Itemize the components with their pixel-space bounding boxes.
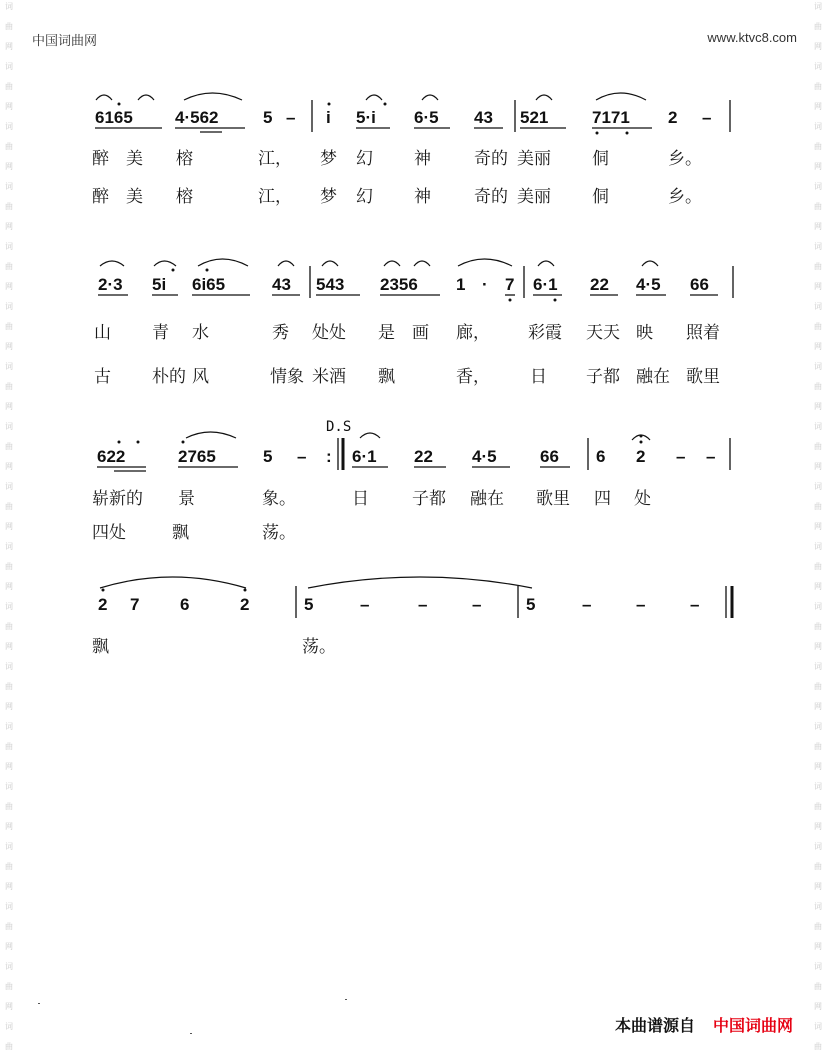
watermark-glyph: 词 — [5, 902, 13, 911]
note-group: 22 — [414, 447, 433, 466]
watermark-glyph: 词 — [5, 422, 13, 431]
note: 5 — [263, 447, 273, 466]
watermark-glyph: 网 — [814, 402, 822, 411]
watermark-glyph: 曲 — [814, 382, 822, 391]
watermark-glyph: 曲 — [814, 862, 822, 871]
system-2 — [94, 259, 733, 387]
octave-dot — [137, 441, 140, 444]
watermark-glyph: 网 — [5, 402, 13, 411]
lyric: 崭新的 — [92, 489, 143, 509]
lyric: 江， — [258, 149, 292, 169]
octave-dot — [102, 589, 105, 592]
watermark-glyph: 网 — [5, 522, 13, 531]
watermark-glyph: 曲 — [5, 82, 13, 91]
footer-site-link[interactable]: 中国词曲网 — [712, 1018, 793, 1035]
dash: – — [286, 108, 296, 127]
watermark-glyph: 词 — [5, 62, 13, 71]
lyric: 子都 — [412, 489, 446, 509]
watermark-glyph: 网 — [5, 462, 13, 471]
dash: – — [690, 595, 700, 614]
lyric: 景 — [178, 489, 195, 509]
note: 5 — [263, 108, 273, 127]
note: 5 — [304, 595, 314, 614]
watermark-glyph: 词 — [814, 902, 822, 911]
watermark-glyph: 词 — [5, 362, 13, 371]
lyric: 子都 — [586, 367, 620, 387]
lyric: 醉 — [92, 149, 109, 169]
lyric: 照着 — [686, 323, 720, 343]
note-group: 66 — [540, 447, 559, 466]
watermark-glyph: 网 — [814, 582, 822, 591]
system-1 — [92, 93, 730, 207]
octave-dot — [384, 103, 387, 106]
slur — [414, 261, 430, 266]
watermark-glyph: 曲 — [814, 802, 822, 811]
lyric: 美 — [126, 149, 143, 169]
lyric: 古 — [94, 367, 111, 387]
lyric: 朴的 — [152, 367, 186, 387]
lyric: 乡。 — [668, 187, 702, 207]
lyric: 象。 — [262, 489, 296, 509]
lyric: 奇的 — [474, 187, 508, 207]
lyric: 幻 — [356, 187, 373, 207]
lyric: 山 — [94, 323, 111, 343]
slur — [322, 261, 338, 266]
watermark-glyph: 曲 — [5, 502, 13, 511]
repeat-colon: : — [326, 447, 332, 466]
lyric: 飘 — [92, 637, 109, 657]
lyric: 歌里 — [536, 489, 570, 509]
watermark-glyph: 网 — [814, 162, 822, 171]
slur — [596, 93, 646, 100]
note-group: 2356 — [380, 275, 418, 294]
note-group: 22 — [590, 275, 609, 294]
watermark-glyph: 词 — [814, 1022, 822, 1031]
lyric: 美丽 — [517, 187, 551, 207]
slur — [458, 259, 512, 266]
lyric: 侗 — [592, 149, 609, 169]
slur — [186, 432, 236, 438]
watermark-glyph: 曲 — [814, 982, 822, 991]
dash: – — [297, 447, 307, 466]
lyric: 幻 — [356, 149, 373, 169]
watermark-glyph: 词 — [5, 482, 13, 491]
slur — [308, 577, 532, 588]
watermark-glyph: 词 — [5, 722, 13, 731]
watermark-glyph: 网 — [5, 282, 13, 291]
watermark-glyph: 词 — [5, 122, 13, 131]
watermark-glyph: 网 — [5, 162, 13, 171]
watermark-glyph: 网 — [5, 702, 13, 711]
watermark-glyph: 曲 — [5, 442, 13, 451]
watermark-glyph: 曲 — [5, 982, 13, 991]
watermark-glyph: 词 — [814, 362, 822, 371]
watermark-glyph: 词 — [814, 122, 822, 131]
lyric: 江， — [258, 187, 292, 207]
watermark-glyph: 曲 — [814, 502, 822, 511]
lyric: 是 — [378, 323, 395, 343]
watermark-glyph: 网 — [814, 822, 822, 831]
watermark-glyph: 词 — [5, 602, 13, 611]
scan-speck — [345, 999, 347, 1000]
header-site-url: www.ktvc8.com — [707, 30, 797, 45]
watermark-glyph: 词 — [814, 182, 822, 191]
slur — [384, 261, 400, 266]
lyric: 四处 — [92, 523, 126, 543]
watermark-glyph: 曲 — [814, 682, 822, 691]
watermark-glyph: 网 — [814, 942, 822, 951]
dash: – — [702, 108, 712, 127]
watermark-glyph: 网 — [814, 702, 822, 711]
watermark-glyph: 网 — [5, 102, 13, 111]
slur — [154, 261, 176, 266]
note-group: 6i65 — [192, 275, 226, 294]
lyric: 四 — [594, 489, 611, 509]
octave-dot — [328, 103, 331, 106]
watermark-glyph: 网 — [5, 582, 13, 591]
note-group: 6·5 — [414, 108, 439, 127]
lyric: 醉 — [92, 187, 109, 207]
octave-dot — [626, 132, 629, 135]
note-group: 7171 — [592, 108, 630, 127]
watermark-glyph: 网 — [5, 1002, 13, 1011]
note-group: 66 — [690, 275, 709, 294]
octave-dot — [118, 103, 121, 106]
dash: – — [706, 447, 716, 466]
watermark-glyph: 网 — [814, 522, 822, 531]
watermark-glyph: 词 — [5, 182, 13, 191]
lyric: 秀 — [272, 323, 289, 343]
watermark-glyph: 词 — [814, 962, 822, 971]
note-group: 4·5 — [636, 275, 661, 294]
dash: – — [676, 447, 686, 466]
lyric: 荡。 — [302, 637, 336, 657]
lyric: 映 — [636, 323, 653, 343]
note: 1 — [456, 275, 466, 294]
lyric: 融在 — [470, 489, 504, 509]
watermark-glyph: 网 — [814, 462, 822, 471]
note: 2 — [636, 447, 646, 466]
watermark-glyph: 词 — [5, 782, 13, 791]
watermark-glyph: 词 — [814, 242, 822, 251]
octave-dot — [509, 299, 512, 302]
note-group: 5·i — [356, 108, 376, 127]
watermark-glyph: 网 — [814, 882, 822, 891]
watermark-glyph: 曲 — [814, 622, 822, 631]
watermark-glyph: 曲 — [5, 622, 13, 631]
watermark-glyph: 词 — [814, 2, 822, 11]
watermark-glyph: 词 — [814, 302, 822, 311]
watermark-glyph: 曲 — [814, 562, 822, 571]
lyric: 情象 — [270, 367, 304, 387]
note-group: 622 — [97, 447, 126, 466]
lyric: 梦 — [320, 187, 337, 207]
fermata-dot — [640, 435, 643, 438]
note-group: 543 — [316, 275, 345, 294]
watermark-glyph: 曲 — [5, 142, 13, 151]
note-group: 5i — [152, 275, 167, 294]
note-group: 43 — [474, 108, 493, 127]
watermark-glyph: 曲 — [814, 322, 822, 331]
note-group: 6·1 — [352, 447, 377, 466]
octave-dot — [596, 132, 599, 135]
watermark-glyph: 网 — [814, 762, 822, 771]
watermark-glyph: 词 — [5, 962, 13, 971]
lyric: 美丽 — [517, 149, 551, 169]
lyric: 风 — [192, 367, 209, 387]
watermark-glyph: 词 — [814, 62, 822, 71]
slur — [642, 261, 658, 266]
watermark-glyph: 网 — [5, 642, 13, 651]
lyric: 美 — [126, 187, 143, 207]
dash: – — [472, 595, 482, 614]
lyric: 融在 — [636, 367, 670, 387]
watermark-glyph: 曲 — [5, 922, 13, 931]
watermark-glyph: 曲 — [814, 202, 822, 211]
watermark-glyph: 曲 — [5, 22, 13, 31]
watermark-glyph: 网 — [5, 882, 13, 891]
note-group: 521 — [520, 108, 549, 127]
octave-dot — [182, 441, 185, 444]
octave-dot — [640, 441, 643, 444]
lyric: 歌里 — [686, 367, 720, 387]
lyric: 天天 — [586, 323, 620, 343]
footer-source — [615, 1013, 793, 1036]
watermark-glyph: 词 — [814, 602, 822, 611]
watermark-glyph: 曲 — [814, 922, 822, 931]
watermark-glyph: 词 — [814, 842, 822, 851]
watermark-glyph: 曲 — [5, 382, 13, 391]
slur — [536, 95, 552, 100]
slur — [278, 261, 294, 266]
lyric: 榕 — [176, 187, 193, 207]
note: 2 — [98, 595, 108, 614]
watermark-glyph: 曲 — [814, 442, 822, 451]
note: 2 — [668, 108, 678, 127]
footer-prefix: 本曲谱源自 — [614, 1018, 695, 1035]
scan-speck — [190, 1033, 192, 1034]
note-group: 43 — [272, 275, 291, 294]
watermark-glyph: 曲 — [814, 82, 822, 91]
note: i — [326, 108, 331, 127]
lyric: 梦 — [320, 149, 337, 169]
lyric: 神 — [414, 187, 431, 207]
watermark-glyph: 词 — [5, 242, 13, 251]
slur — [366, 95, 382, 100]
watermark-glyph: 网 — [814, 282, 822, 291]
octave-dot — [118, 441, 121, 444]
note: 6 — [180, 595, 190, 614]
lyric: 彩霞 — [528, 323, 562, 343]
lyric: 飘 — [172, 523, 189, 543]
system-3 — [92, 419, 730, 543]
octave-dot — [244, 589, 247, 592]
lyric: 飘 — [378, 367, 395, 387]
watermark-glyph: 曲 — [814, 142, 822, 151]
watermark-glyph: 曲 — [5, 862, 13, 871]
watermark-glyph: 曲 — [5, 562, 13, 571]
note: 7 — [505, 275, 515, 294]
octave-dot — [206, 269, 209, 272]
lyric: 处处 — [312, 323, 346, 343]
note: 5 — [526, 595, 536, 614]
slur — [100, 261, 124, 266]
octave-dot — [554, 299, 557, 302]
watermark-glyph: 网 — [5, 222, 13, 231]
watermark-glyph: 词 — [814, 662, 822, 671]
watermark-glyph: 网 — [814, 342, 822, 351]
note: 7 — [130, 595, 140, 614]
watermark-glyph: 词 — [814, 542, 822, 551]
watermark-glyph: 网 — [5, 762, 13, 771]
slur — [96, 95, 112, 100]
lyric: 廊， — [456, 323, 490, 343]
ds-mark: D.S — [326, 419, 352, 435]
watermark-glyph: 曲 — [814, 262, 822, 271]
scan-speck — [38, 1003, 40, 1004]
lyric: 荡。 — [262, 523, 296, 543]
watermark-glyph: 词 — [814, 722, 822, 731]
lyric: 神 — [414, 149, 431, 169]
lyric: 青 — [152, 323, 169, 343]
note-group: 2·3 — [98, 275, 123, 294]
watermark-glyph: 词 — [5, 1022, 13, 1031]
slur — [360, 433, 380, 438]
watermark-glyph: 曲 — [5, 322, 13, 331]
watermark-glyph: 曲 — [814, 1042, 822, 1051]
slur — [184, 93, 242, 100]
watermark-glyph: 网 — [814, 222, 822, 231]
lyric: 侗 — [592, 187, 609, 207]
lyric: 乡。 — [668, 149, 702, 169]
slur — [100, 577, 246, 588]
dash: – — [582, 595, 592, 614]
watermark-glyph: 网 — [5, 822, 13, 831]
watermark-glyph: 网 — [5, 42, 13, 51]
lyric: 香， — [456, 367, 490, 387]
lyric: 水 — [192, 323, 209, 343]
header-site-name: 中国词曲网 — [32, 33, 98, 48]
watermark-glyph: 词 — [814, 782, 822, 791]
slur — [198, 259, 248, 266]
note-group: 4·562 — [175, 108, 219, 127]
watermark-glyph: 词 — [5, 842, 13, 851]
dash: – — [636, 595, 646, 614]
lyric: 奇的 — [474, 149, 508, 169]
dot-duration: · — [482, 275, 488, 294]
watermark-glyph: 曲 — [5, 202, 13, 211]
watermark-glyph: 曲 — [814, 22, 822, 31]
dash: – — [360, 595, 370, 614]
watermark-glyph: 词 — [5, 2, 13, 11]
note-group: 6165 — [95, 108, 133, 127]
watermark-glyph: 网 — [814, 42, 822, 51]
slur — [422, 95, 438, 100]
watermark-glyph: 词 — [814, 422, 822, 431]
note: 6 — [596, 447, 606, 466]
watermark-glyph: 曲 — [5, 1042, 13, 1051]
watermark-glyph: 曲 — [5, 802, 13, 811]
watermark-glyph: 词 — [814, 482, 822, 491]
lyric: 日 — [530, 367, 547, 387]
watermark-glyph: 网 — [814, 102, 822, 111]
system-4 — [92, 577, 732, 657]
watermark-glyph: 词 — [5, 302, 13, 311]
watermark-glyph: 网 — [814, 642, 822, 651]
lyric: 米酒 — [312, 367, 346, 387]
watermark-glyph: 网 — [5, 342, 13, 351]
note-group: 6·1 — [533, 275, 558, 294]
watermark-glyph: 曲 — [5, 682, 13, 691]
octave-dot — [172, 269, 175, 272]
slur — [138, 95, 154, 100]
watermark-glyph: 曲 — [5, 262, 13, 271]
lyric: 日 — [352, 489, 369, 509]
watermark-glyph: 曲 — [5, 742, 13, 751]
watermark-glyph: 词 — [5, 542, 13, 551]
lyric: 榕 — [176, 149, 193, 169]
slur — [538, 261, 554, 266]
note-group: 2765 — [178, 447, 216, 466]
note: 2 — [240, 595, 250, 614]
lyric: 处 — [634, 489, 651, 509]
note-group: 4·5 — [472, 447, 497, 466]
lyric: 画 — [412, 323, 429, 343]
watermark-glyph: 曲 — [814, 742, 822, 751]
dash: – — [418, 595, 428, 614]
watermark-glyph: 网 — [5, 942, 13, 951]
watermark-glyph: 网 — [814, 1002, 822, 1011]
watermark-glyph: 词 — [5, 662, 13, 671]
